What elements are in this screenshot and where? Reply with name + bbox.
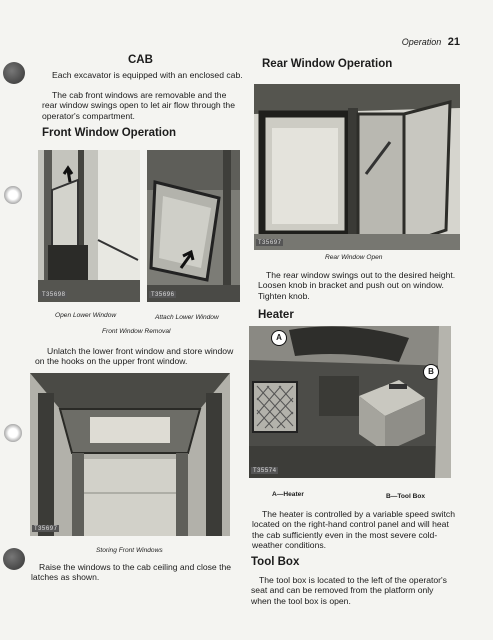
caption-heater: A—Heater <box>272 491 304 498</box>
heater-heading: Heater <box>258 309 294 321</box>
binder-hole <box>3 62 25 84</box>
photo-heater-toolbox <box>249 326 451 478</box>
heater-paragraph: The heater is controlled by a variable speed switch located on the right-hand control panel and will heat the cab sufficiently even in the most severe cold-weather conditions. <box>252 509 455 551</box>
section-name: Operation <box>401 37 442 47</box>
toolbox-paragraph: The tool box is located to the left of the operator's seat and can be removed from the platform only when the tool box is open. <box>251 575 447 606</box>
page-header <box>402 36 460 48</box>
caption-front-window-removal: Front Window Removal <box>102 328 171 335</box>
photo-open-lower-window <box>38 150 140 302</box>
caption-rear-window-open: Rear Window Open <box>325 254 383 261</box>
page-number: 21 <box>447 36 460 48</box>
binder-hole <box>4 424 22 442</box>
figure-code: T35697 <box>34 525 58 532</box>
binder-hole <box>3 548 25 570</box>
cab-paragraph-1: Each excavator is equipped with an enclosed cab. <box>52 70 243 80</box>
raise-paragraph: Raise the windows to the cab ceiling and close the latches as shown. <box>31 562 232 583</box>
callout-a <box>271 330 287 346</box>
figure-code: T35696 <box>151 291 175 298</box>
photo-rear-window-open <box>254 84 460 250</box>
caption-open-lower-window: Open Lower Window <box>55 312 117 319</box>
figure-code: T35698 <box>42 291 66 298</box>
callout-b <box>423 364 439 380</box>
callout-a-label: A <box>276 333 282 342</box>
unlatch-paragraph: Unlatch the lower front window and store window on the hooks on the upper front window. <box>35 346 234 367</box>
rear-window-heading: Rear Window Operation <box>262 58 393 70</box>
rear-window-paragraph: The rear window swings out to the desired height. Loosen knob in bracket and push out on window. Tighten knob. <box>258 270 456 301</box>
callout-b-label: B <box>428 367 434 376</box>
cab-paragraph-2: The cab front windows are removable and the rear window swings open to let air flow through the operator's compartment. <box>42 90 235 121</box>
binder-hole <box>4 186 22 204</box>
photo-attach-lower-window <box>147 150 240 302</box>
caption-storing-front-windows: Storing Front Windows <box>96 547 163 554</box>
photo-storing-front-windows <box>30 373 230 536</box>
figure-code: T35574 <box>253 467 277 474</box>
front-window-heading: Front Window Operation <box>42 127 177 139</box>
toolbox-heading: Tool Box <box>251 556 300 568</box>
figure-code: T35697 <box>258 239 282 246</box>
cab-heading: CAB <box>128 54 153 66</box>
caption-attach-lower-window: Attach Lower Window <box>155 314 219 321</box>
caption-toolbox: B—Tool Box <box>386 493 426 500</box>
